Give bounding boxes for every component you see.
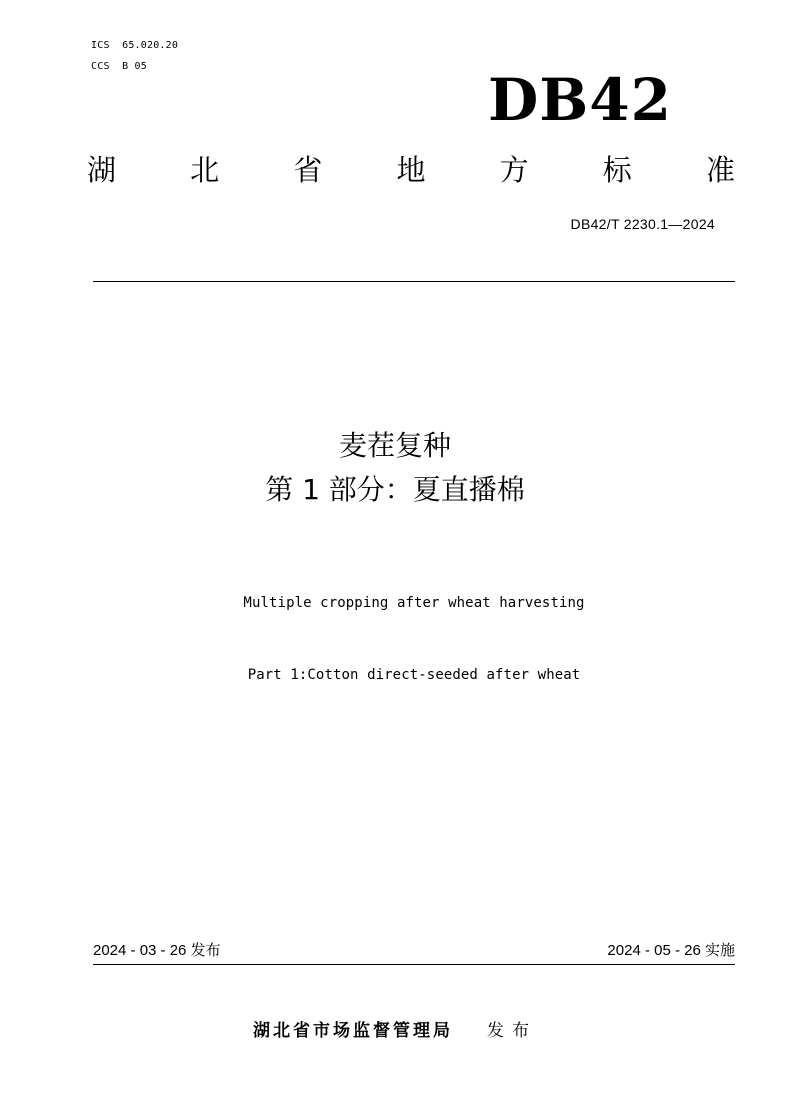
implementation-date: 2024 - 05 - 26 实施 (607, 942, 735, 959)
standard-type-char: 准 (705, 153, 735, 187)
standard-number: DB42/T 2230.1—2024 (570, 216, 715, 232)
document-part-title: 第 1 部分：夏直播棉 (265, 473, 525, 506)
title-block (0, 425, 790, 512)
footer-divider (93, 964, 735, 965)
header-divider (93, 281, 735, 282)
publisher-line (0, 1018, 790, 1044)
standard-type-char: 省 (293, 153, 323, 187)
standard-type-heading (87, 150, 735, 190)
issue-date: 2024 - 03 - 26 发布 (93, 942, 221, 959)
ics-code: ICS 65.020.20 (91, 40, 179, 51)
english-title-block (0, 543, 790, 711)
standard-type-char: 地 (396, 153, 426, 187)
document-title: 麦茬复种 (338, 429, 451, 462)
standard-type-char: 湖 (87, 153, 117, 187)
standard-type-char: 方 (499, 153, 529, 187)
ccs-code: CCS B 05 (91, 61, 147, 72)
english-part-title-line: Part 1:Cotton direct-seeded after wheat (247, 667, 581, 683)
publisher-suffix: 发布 (487, 1021, 537, 1041)
standard-type-char: 北 (190, 153, 220, 187)
publisher-name: 湖北省市场监督管理局 (253, 1021, 453, 1041)
standard-type-char: 标 (602, 153, 632, 187)
db-code-mark: DB42 (487, 66, 672, 134)
english-title-line: Multiple cropping after wheat harvesting (243, 595, 585, 611)
